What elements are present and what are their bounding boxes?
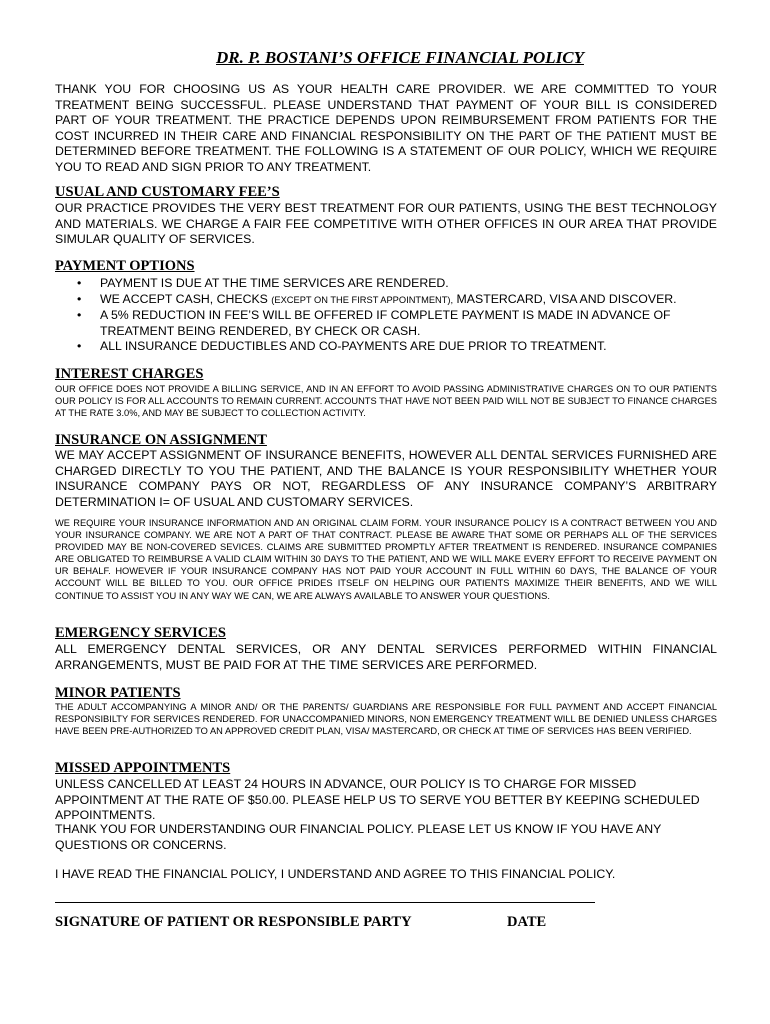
usual-fees-heading: USUAL AND CUSTOMARY FEE’S — [55, 184, 280, 200]
agreement-statement: I HAVE READ THE FINANCIAL POLICY, I UNDERSTAND AND AGREE TO THIS FINANCIAL POLICY. — [55, 867, 616, 881]
thank-you-paragraph: THANK YOU FOR UNDERSTANDING OUR FINANCIAL POLICY. PLEASE LET US KNOW IF YOU HAVE ANY QUESTIONS OR CONCERNS. — [55, 822, 662, 852]
minor-patients-heading: MINOR PATIENTS — [55, 685, 181, 701]
insurance-details-paragraph: WE REQUIRE YOUR INSURANCE INFORMATION AND AN ORIGINAL CLAIM FORM. YOUR INSURANCE POLICY IS A CONTRACT BETWEEN YOU AND YOUR INSURANCE COMPANY. WE ARE NOT A PART OF THAT CONTRACT. PLEASE BE AWARE THAT SOME OR PERHAPS ALL OF THE SERVICES PROVIDED MAY BE NON-COVERED SEVICES. CLAIMS ARE SUBMITTED PROMPTLY AFTER TREATMENT IS RENDERED. INSURANCE COMPANIES ARE OBLIGATED TO REIMBURSE A VALID CLAIM WITHIN 30 DAYS TO THE PATIENT, AND WE WILL MAKE EVERY EFFORT TO RECEIVE PAYMENT ON UR BEHALF. HOWEVER IF YOUR INSURANCE COMPANY HAS NOT PAID YOUR ACCOUNT IN FULL WITHIN 60 DAYS, THE BALANCE OF YOUR ACCOUNT WILL BE BILLED TO YOU. OUR OFFICE PRIDES ITSELF ON HELPING OUR PATIENTS MAXIMIZE THEIR BENEFITS, AND WE WILL CONTINUE TO ASSIST YOU IN ANY WAY WE CAN, WE ARE ALWAYS AVAILABLE TO ANSWER YOUR QUESTIONS. — [55, 518, 717, 601]
interest-charges-heading: INTEREST CHARGES — [55, 366, 204, 382]
missed-appointments-paragraph: UNLESS CANCELLED AT LEAST 24 HOURS IN ADVANCE, OUR POLICY IS TO CHARGE FOR MISSED APPOINTMENT AT THE RATE OF $50.00. PLEASE HELP US TO SERVE YOU BETTER BY KEEPING SCHEDULED APPOINTMENTS. — [55, 777, 700, 823]
payment-options-list — [55, 276, 717, 355]
payment-options-heading: PAYMENT OPTIONS — [55, 258, 195, 274]
signature-label: SIGNATURE OF PATIENT OR RESPONSIBLE PARTY — [55, 914, 412, 930]
usual-fees-paragraph: OUR PRACTICE PROVIDES THE VERY BEST TREATMENT FOR OUR PATIENTS, USING THE BEST TECHNOLOGY AND MATERIALS. WE CHARGE A FAIR FEE COMPETITIVE WITH OTHER OFFICES IN OUR AREA THAT PROVIDE SIMULAR QUALITY OF SERVICES. — [55, 201, 717, 247]
bullet-icon: • — [77, 308, 82, 323]
payment-item-text: A 5% REDUCTION IN FEE’S WILL BE OFFERED IF COMPLETE PAYMENT IS MADE IN ADVANCE OF TREATMENT BEING RENDERED, BY CHECK OR CASH. — [100, 308, 671, 338]
date-label: DATE — [507, 914, 547, 930]
minor-patients-paragraph: THE ADULT ACCOMPANYING A MINOR AND/ OR THE PARENTS/ GUARDIANS ARE RESPONSIBLE FOR FULL PAYMENT AND ACCEPT FINANCIAL RESPONSIBILTY FOR SERVICES RENDERED. FOR UNACCOMPANIED MINORS, NON EMERGENCY TREATMENT WILL BE DENIED UNLESS CHARGES HAVE BEEN PRE-AUTHORIZED TO AN APPROVED CREDIT PLAN, VISA/ MASTERCARD, OR CHECK AT TIME OF SERVICES HAS BEEN VERIFIED. — [55, 702, 717, 737]
bullet-icon: • — [77, 291, 82, 306]
page-title: DR. P. BOSTANI’S OFFICE FINANCIAL POLICY — [216, 48, 584, 67]
list-item — [55, 276, 717, 292]
list-item — [55, 292, 717, 309]
list-item — [55, 308, 717, 339]
payment-item-text: PAYMENT IS DUE AT THE TIME SERVICES ARE RENDERED. — [100, 276, 449, 290]
signature-line[interactable] — [55, 902, 595, 903]
payment-item-text: WE ACCEPT CASH, CHECKS — [100, 291, 272, 306]
missed-appointments-heading: MISSED APPOINTMENTS — [55, 760, 231, 776]
payment-item-note: (EXCEPT ON THE FIRST APPOINTMENT), — [271, 294, 454, 305]
emergency-services-paragraph: ALL EMERGENCY DENTAL SERVICES, OR ANY DENTAL SERVICES PERFORMED WITHIN FINANCIAL ARRANGEMENTS, MUST BE PAID FOR AT THE TIME SERVICES ARE PERFORMED. — [55, 642, 717, 672]
bullet-icon: • — [77, 339, 82, 354]
intro-paragraph: THANK YOU FOR CHOOSING US AS YOUR HEALTH CARE PROVIDER. WE ARE COMMITTED TO YOUR TREATMENT BEING SUCCESSFUL. PLEASE UNDERSTAND THAT PAYMENT OF YOUR BILL IS CONSIDERED PART OF YOUR TREATMENT. THE PRACTICE DEPENDS UPON REIMBURSEMENT FROM PATIENTS FOR THE COST INCURRED IN THEIR CARE AND FINANCIAL RESPONSIBILITY ON THE PART OF THE PATIENT MUST BE DETERMINED BEFORE TREATMENT. THE FOLLOWING IS A STATEMENT OF OUR POLICY, WHICH WE REQUIRE YOU TO READ AND SIGN PRIOR TO ANY TREATMENT. — [55, 82, 717, 174]
insurance-assignment-heading: INSURANCE ON ASSIGNMENT — [55, 432, 267, 448]
insurance-assignment-paragraph: WE MAY ACCEPT ASSIGNMENT OF INSURANCE BENEFITS, HOWEVER ALL DENTAL SERVICES FURNISHED ARE CHARGED DIRECTLY TO YOU THE PATIENT, AND THE BALANCE IS YOUR RESPONSIBILITY WHETHER YOUR INSURANCE COMPANY PAYS OR NOT, REGARDLESS OF ANY INSURANCE COMPANY’S ARBITRARY DETERMINATION I= OF USUAL AND CUSTOMARY SERVICES. — [55, 448, 717, 509]
payment-item-text: MASTERCARD, VISA AND DISCOVER. — [453, 291, 677, 306]
payment-item-text: ALL INSURANCE DEDUCTIBLES AND CO-PAYMENTS ARE DUE PRIOR TO TREATMENT. — [100, 339, 607, 354]
emergency-services-heading: EMERGENCY SERVICES — [55, 625, 226, 641]
interest-charges-paragraph: OUR OFFICE DOES NOT PROVIDE A BILLING SERVICE, AND IN AN EFFORT TO AVOID PASSING ADMINISTRATIVE CHARGES ON TO OUR PATIENTS OUR POLICY IS FOR ALL ACCOUNTS TO REMAIN CURRENT. ACCOUNTS THAT HAVE NOT BEEN PAID WILL NOT BE SUBJECT TO FINANCE CHARGES AT THE RATE 3.0%, AND MAY BE SUBJECT TO COLLECTION ACTIVITY. — [55, 384, 717, 419]
bullet-icon: • — [77, 276, 82, 290]
list-item — [55, 339, 717, 355]
